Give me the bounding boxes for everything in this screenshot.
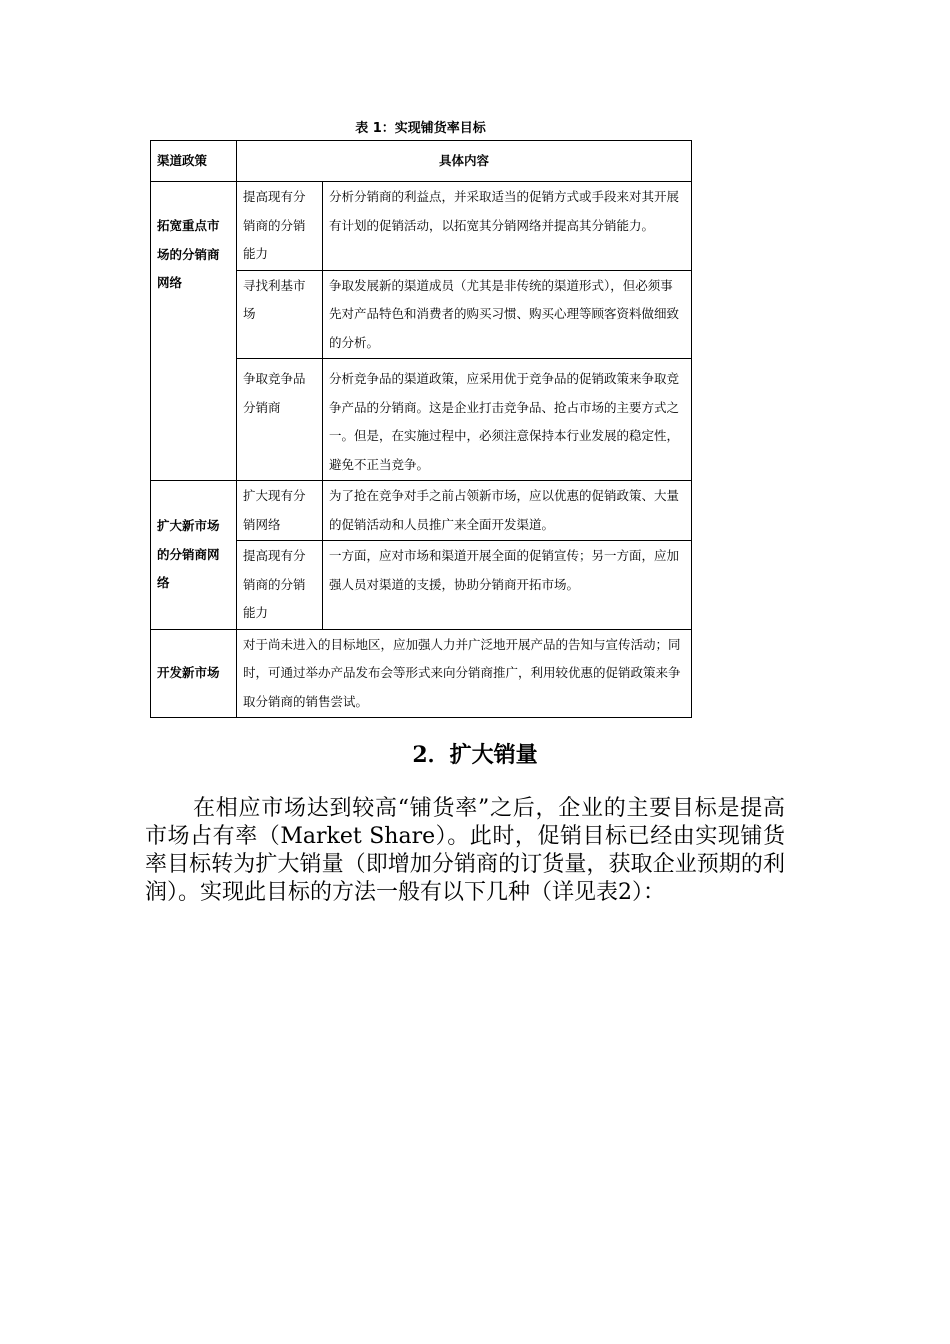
table-row (151, 629, 692, 718)
method-cell: 提高现有分销商的分销能力 (237, 541, 323, 630)
detail-cell: 对于尚未进入的目标地区，应加强人力并广泛地开展产品的告知与宣传活动；同时，可通过举办产品发布会等形式来向分销商推广，利用较优惠的促销政策来争取分销商的销售尝试。 (237, 629, 692, 718)
method-cell: 寻找利基市场 (237, 270, 323, 359)
method-cell: 提高现有分销商的分销能力 (237, 182, 323, 271)
method-cell: 争取竞争品分销商 (237, 359, 323, 481)
section-title: 2．扩大销量 (412, 742, 538, 768)
table-row (151, 182, 692, 271)
table-caption: 表 1：实现铺货率目标 (355, 121, 486, 136)
detail-cell: 争取发展新的渠道成员（尤其是非传统的渠道形式），但必须事先对产品特色和消费者的购买习惯、购买心理等顾客资料做细致的分析。 (323, 270, 692, 359)
detail-cell: 分析竞争品的渠道政策，应采用优于竞争品的促销政策来争取竞争产品的分销商。这是企业打击竞争品、抢占市场的主要方式之一。但是，在实施过程中，必须注意保持本行业发展的稳定性，避免不正当竞争。 (323, 359, 692, 481)
category-cell: 拓宽重点市场的分销商网络 (151, 182, 237, 481)
category-cell: 扩大新市场的分销商网络 (151, 481, 237, 630)
method-cell: 扩大现有分销网络 (237, 481, 323, 541)
category-cell: 开发新市场 (151, 629, 237, 718)
detail-cell: 一方面，应对市场和渠道开展全面的促销宣传；另一方面，应加强人员对渠道的支援，协助分销商开拓市场。 (323, 541, 692, 630)
header-specific-content: 具体内容 (237, 141, 692, 182)
header-channel-policy: 渠道政策 (151, 141, 237, 182)
detail-cell: 分析分销商的利益点，并采取适当的促销方式或手段来对其开展有计划的促销活动，以拓宽其分销网络并提高其分销能力。 (323, 182, 692, 271)
table-row (151, 481, 692, 541)
policy-table (150, 140, 692, 718)
table-header-row (151, 141, 692, 182)
detail-cell: 为了抢在竞争对手之前占领新市场，应以优惠的促销政策、大量的促销活动和人员推广来全面开发渠道。 (323, 481, 692, 541)
body-paragraph: 在相应市场达到较高“铺货率”之后，企业的主要目标是提高市场占有率（Market Share）。此时，促销目标已经由实现铺货率目标转为扩大销量（即增加分销商的订货量，获取企业预期的利润）。实现此目标的方法一般有以下几种（详见表2）： (145, 796, 785, 905)
